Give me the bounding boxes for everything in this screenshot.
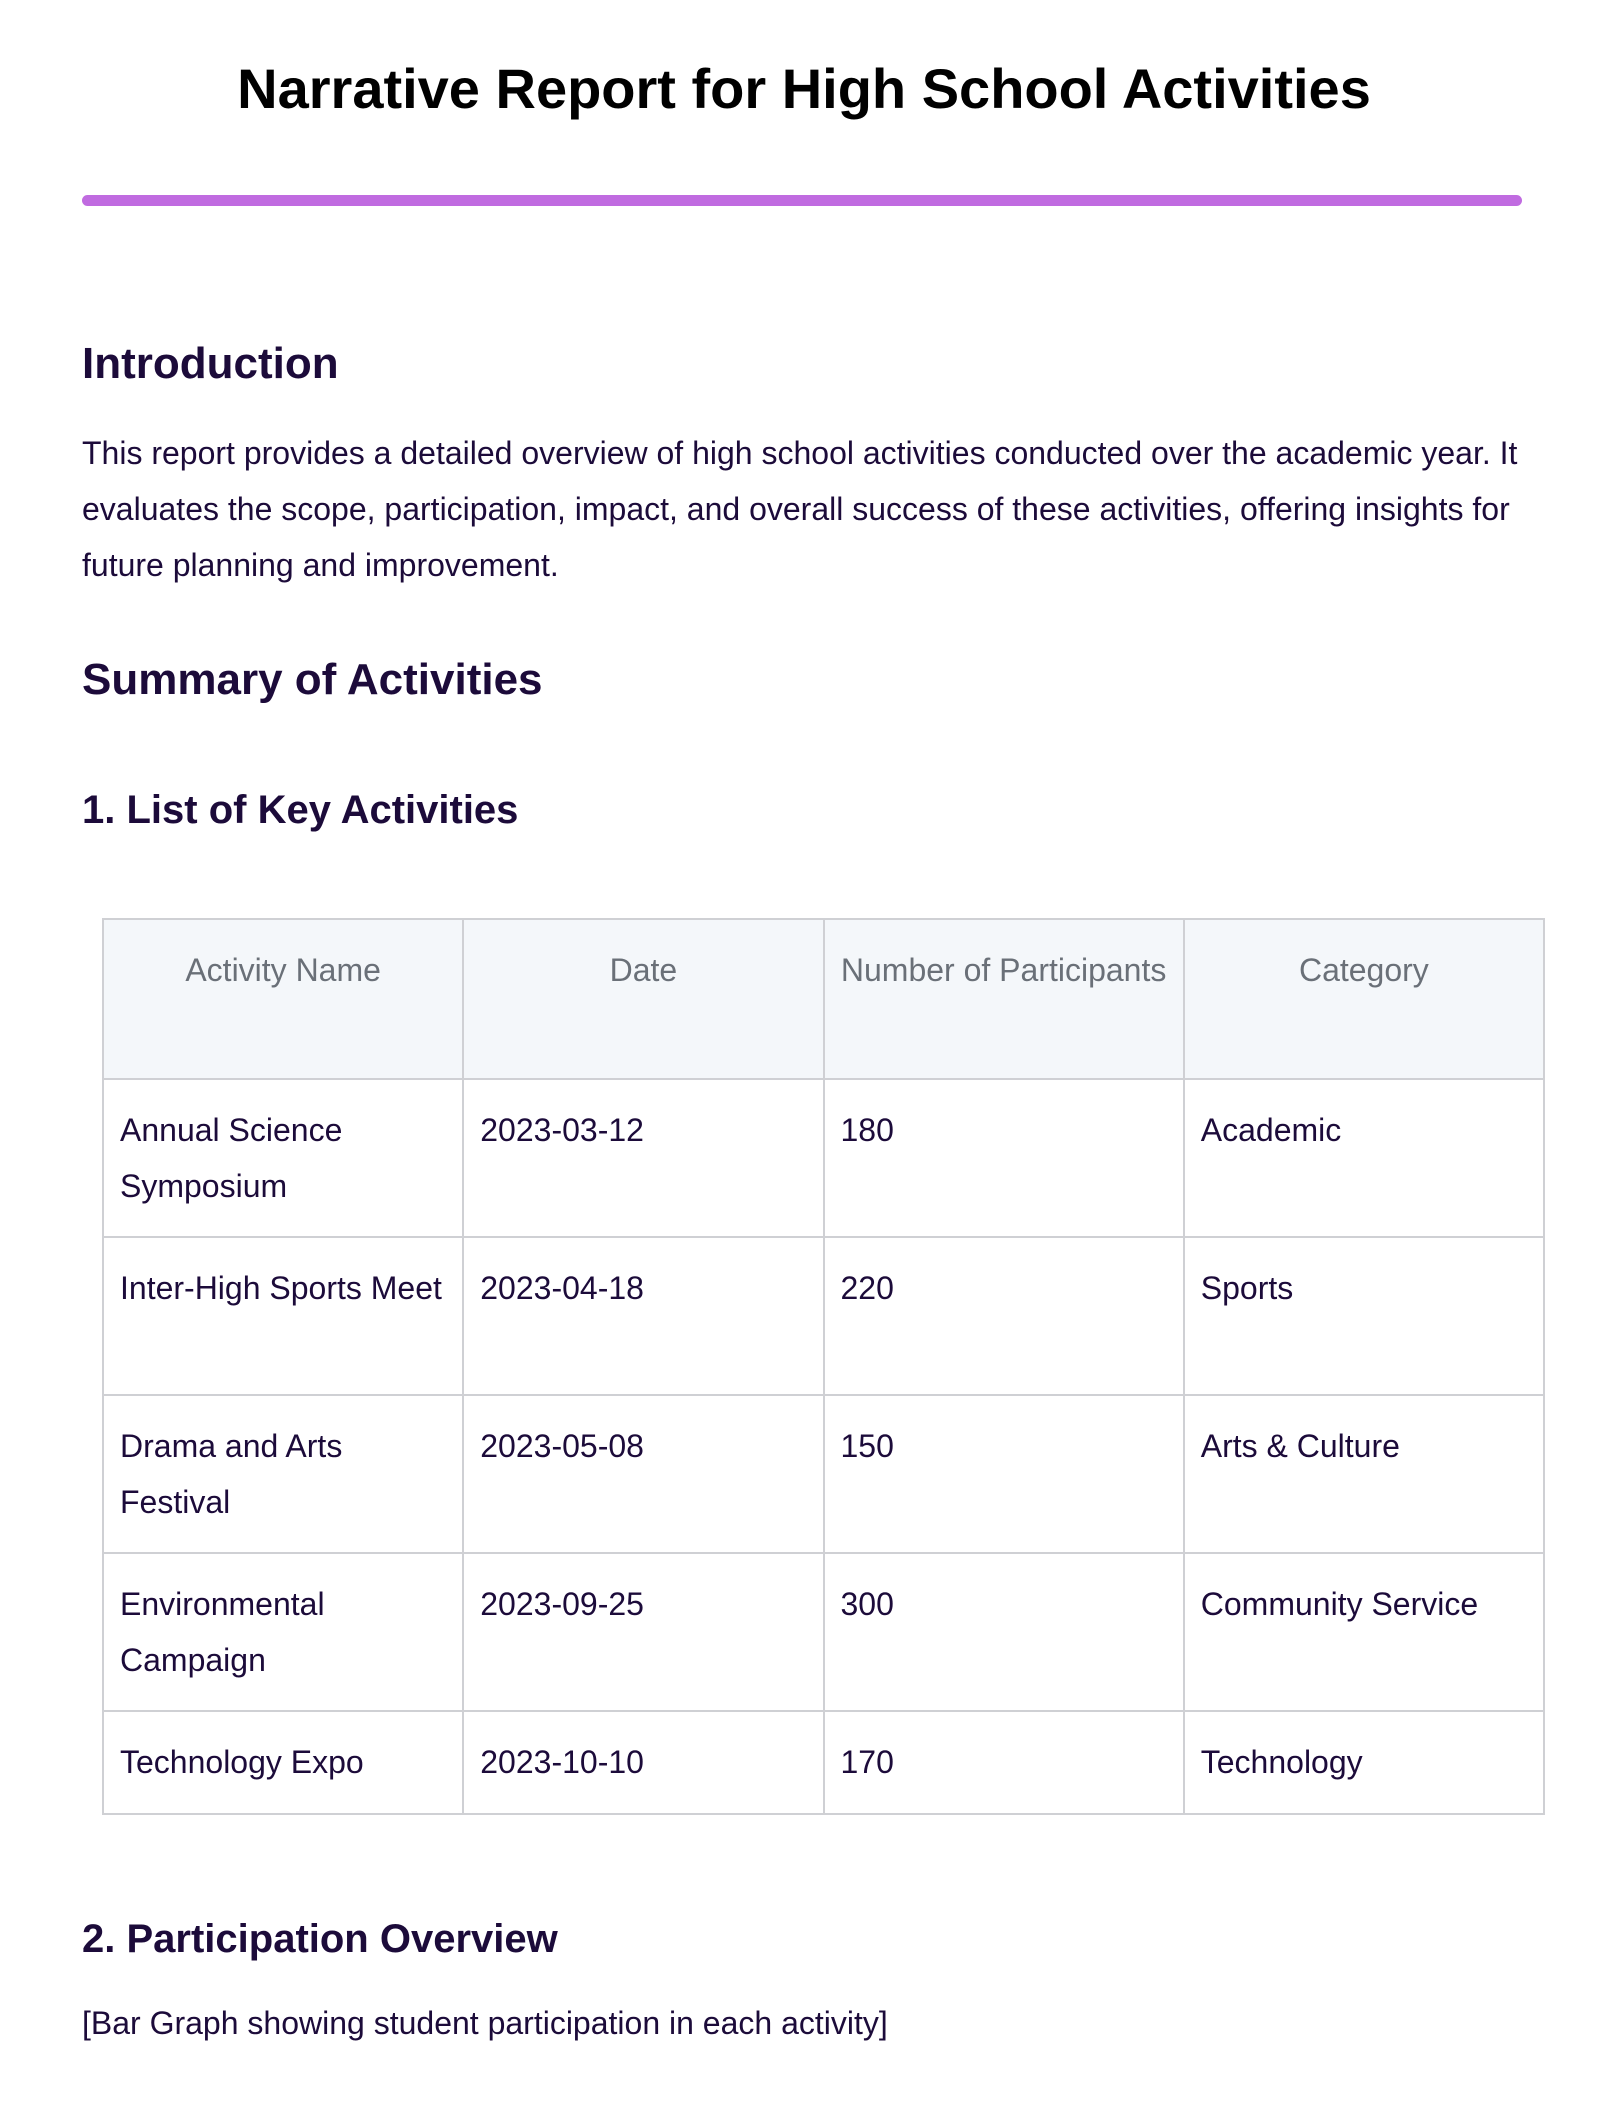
table-row	[103, 1711, 1544, 1814]
table-row	[103, 1395, 1544, 1553]
column-header-activity-name: Activity Name	[103, 919, 463, 1079]
activities-table	[102, 918, 1543, 1815]
cell-date: 2023-04-18	[463, 1237, 823, 1395]
introduction-heading: Introduction	[82, 339, 339, 388]
cell-date: 2023-05-08	[463, 1395, 823, 1553]
table-header-row	[103, 919, 1544, 1079]
column-header-category: Category	[1184, 919, 1544, 1079]
cell-category: Sports	[1184, 1237, 1544, 1395]
table-row	[103, 1079, 1544, 1237]
cell-activity-name: Drama and Arts Festival	[103, 1395, 463, 1553]
document-title: Narrative Report for High School Activities	[237, 57, 1371, 120]
cell-participants: 180	[824, 1079, 1184, 1237]
summary-heading: Summary of Activities	[82, 655, 543, 704]
title-divider	[82, 195, 1522, 206]
table-row	[103, 1237, 1544, 1395]
bar-graph-placeholder: [Bar Graph showing student participation in each activity]	[82, 2005, 888, 2041]
cell-category: Arts & Culture	[1184, 1395, 1544, 1553]
cell-date: 2023-03-12	[463, 1079, 823, 1237]
cell-activity-name: Technology Expo	[103, 1711, 463, 1814]
cell-participants: 150	[824, 1395, 1184, 1553]
table-row	[103, 1553, 1544, 1711]
cell-activity-name: Inter-High Sports Meet	[103, 1237, 463, 1395]
cell-activity-name: Annual Science Symposium	[103, 1079, 463, 1237]
cell-participants: 170	[824, 1711, 1184, 1814]
cell-category: Technology	[1184, 1711, 1544, 1814]
cell-category: Academic	[1184, 1079, 1544, 1237]
introduction-paragraph: This report provides a detailed overview of high school activities conducted over the academic year. It evaluates the scope, participation, impact, and overall success of these activities, offering insights for future planning and improvement.	[82, 435, 1518, 583]
cell-activity-name: Environmental Campaign	[103, 1553, 463, 1711]
cell-date: 2023-10-10	[463, 1711, 823, 1814]
key-activities-heading: 1. List of Key Activities	[82, 788, 519, 832]
cell-participants: 300	[824, 1553, 1184, 1711]
cell-participants: 220	[824, 1237, 1184, 1395]
column-header-date: Date	[463, 919, 823, 1079]
column-header-participants: Number of Participants	[824, 919, 1184, 1079]
participation-heading: 2. Participation Overview	[82, 1917, 558, 1961]
cell-date: 2023-09-25	[463, 1553, 823, 1711]
cell-category: Community Service	[1184, 1553, 1544, 1711]
